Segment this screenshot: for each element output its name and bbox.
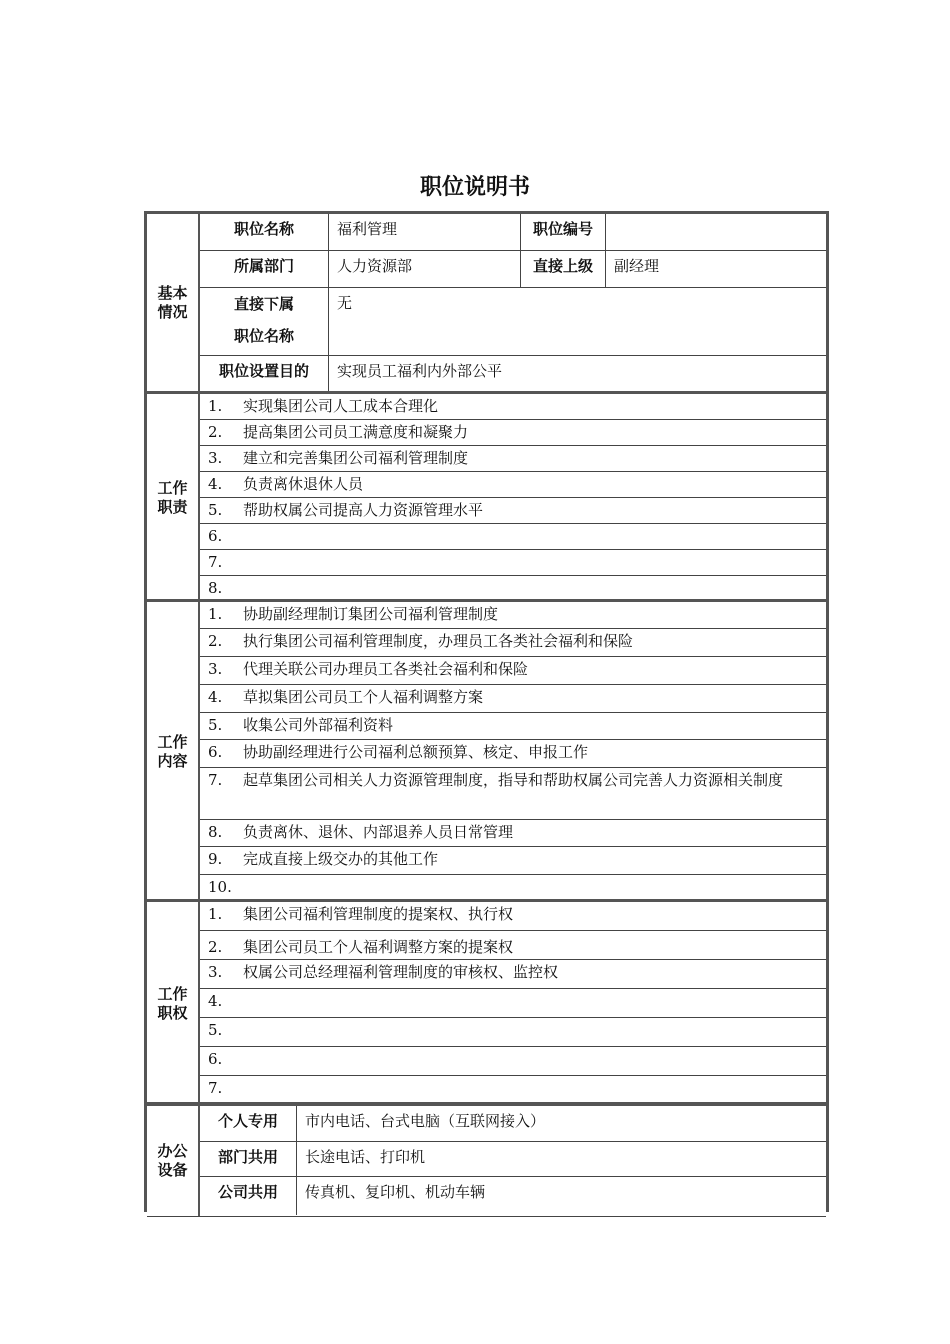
subordinate-label-line-1: 直接下属	[233, 295, 294, 313]
equipment-label: 公司共用	[217, 1183, 278, 1201]
list-item: 8. 负责离休、退休、内部退养人员日常管理	[200, 820, 826, 847]
equipment-value: 市内电话、台式电脑（互联网接入）	[296, 1106, 826, 1141]
list-item: 1. 集团公司福利管理制度的提案权、执行权	[200, 902, 826, 931]
equipment-label: 部门共用	[217, 1148, 278, 1166]
list-item: 10.	[208, 878, 232, 896]
list-item: 4.	[200, 989, 826, 1018]
duties-list	[200, 394, 826, 602]
row-purpose	[200, 356, 826, 391]
position-code-value	[605, 214, 826, 250]
section-label-basic: 基本 情况	[147, 214, 200, 391]
equipment-row-department	[200, 1142, 826, 1177]
equipment-value: 长途电话、打印机	[296, 1142, 826, 1176]
equipment-list	[200, 1106, 826, 1216]
content-list	[200, 602, 826, 902]
list-item: 9. 完成直接上级交办的其他工作	[200, 847, 826, 875]
section-basic-info	[147, 214, 826, 391]
section-label-duties: 工作 职责	[147, 394, 200, 602]
subordinate-value: 无	[328, 288, 826, 355]
list-item: 6.	[200, 1047, 826, 1076]
row-subordinate	[200, 288, 826, 356]
list-item: 4. 草拟集团公司员工个人福利调整方案	[200, 685, 826, 713]
purpose-label: 职位设置目的	[218, 362, 309, 380]
page-title: 职位说明书	[419, 175, 530, 200]
list-item: 8.	[208, 579, 223, 597]
superior-value: 副经理	[605, 251, 826, 287]
list-item: 5. 收集公司外部福利资料	[200, 713, 826, 740]
section-label-content: 工作 内容	[147, 602, 200, 902]
list-item: 7.	[200, 550, 826, 576]
position-name-label: 职位名称	[233, 220, 294, 238]
section-duties	[147, 391, 826, 602]
department-label: 所属部门	[233, 257, 294, 275]
section-work-content	[147, 599, 826, 902]
position-name-value: 福利管理	[328, 214, 520, 250]
equipment-row-personal	[200, 1106, 826, 1142]
section-authority	[147, 899, 826, 1105]
purpose-value: 实现员工福利内外部公平	[328, 356, 826, 391]
list-item: 1. 协助副经理制订集团公司福利管理制度	[200, 602, 826, 629]
subordinate-label	[200, 288, 328, 355]
job-description-table	[144, 211, 829, 1212]
list-item: 3. 权属公司总经理福利管理制度的审核权、监控权	[200, 960, 826, 989]
section-equipment	[147, 1102, 826, 1217]
row-position-name	[200, 214, 826, 251]
superior-label: 直接上级	[520, 251, 605, 287]
list-item: 2. 执行集团公司福利管理制度，办理员工各类社会福利和保险	[200, 629, 826, 657]
section-label-authority: 工作 职权	[147, 902, 200, 1105]
department-value: 人力资源部	[328, 251, 520, 287]
authority-list	[200, 902, 826, 1105]
list-item: 3. 建立和完善集团公司福利管理制度	[200, 446, 826, 472]
section-label-equipment: 办公 设备	[147, 1106, 200, 1216]
list-item: 5.	[200, 1018, 826, 1047]
list-item: 6.	[200, 524, 826, 550]
subordinate-label-line-2: 职位名称	[233, 327, 294, 345]
list-item: 6. 协助副经理进行公司福利总额预算、核定、申报工作	[200, 740, 826, 768]
equipment-value: 传真机、复印机、机动车辆	[296, 1177, 826, 1215]
list-item: 2. 集团公司员工个人福利调整方案的提案权	[200, 931, 826, 960]
list-item: 1. 实现集团公司人工成本合理化	[200, 394, 826, 420]
list-item: 7.	[208, 1079, 223, 1097]
position-code-label: 职位编号	[520, 214, 605, 250]
equipment-label: 个人专用	[217, 1112, 278, 1130]
list-item: 4. 负责离休退休人员	[200, 472, 826, 498]
row-department	[200, 251, 826, 288]
list-item: 2. 提高集团公司员工满意度和凝聚力	[200, 420, 826, 446]
equipment-row-company	[200, 1177, 826, 1215]
list-item: 5. 帮助权属公司提高人力资源管理水平	[200, 498, 826, 524]
list-item: 7. 起草集团公司相关人力资源管理制度，指导和帮助权属公司完善人力资源相关制度	[200, 768, 826, 820]
list-item: 3. 代理关联公司办理员工各类社会福利和保险	[200, 657, 826, 685]
